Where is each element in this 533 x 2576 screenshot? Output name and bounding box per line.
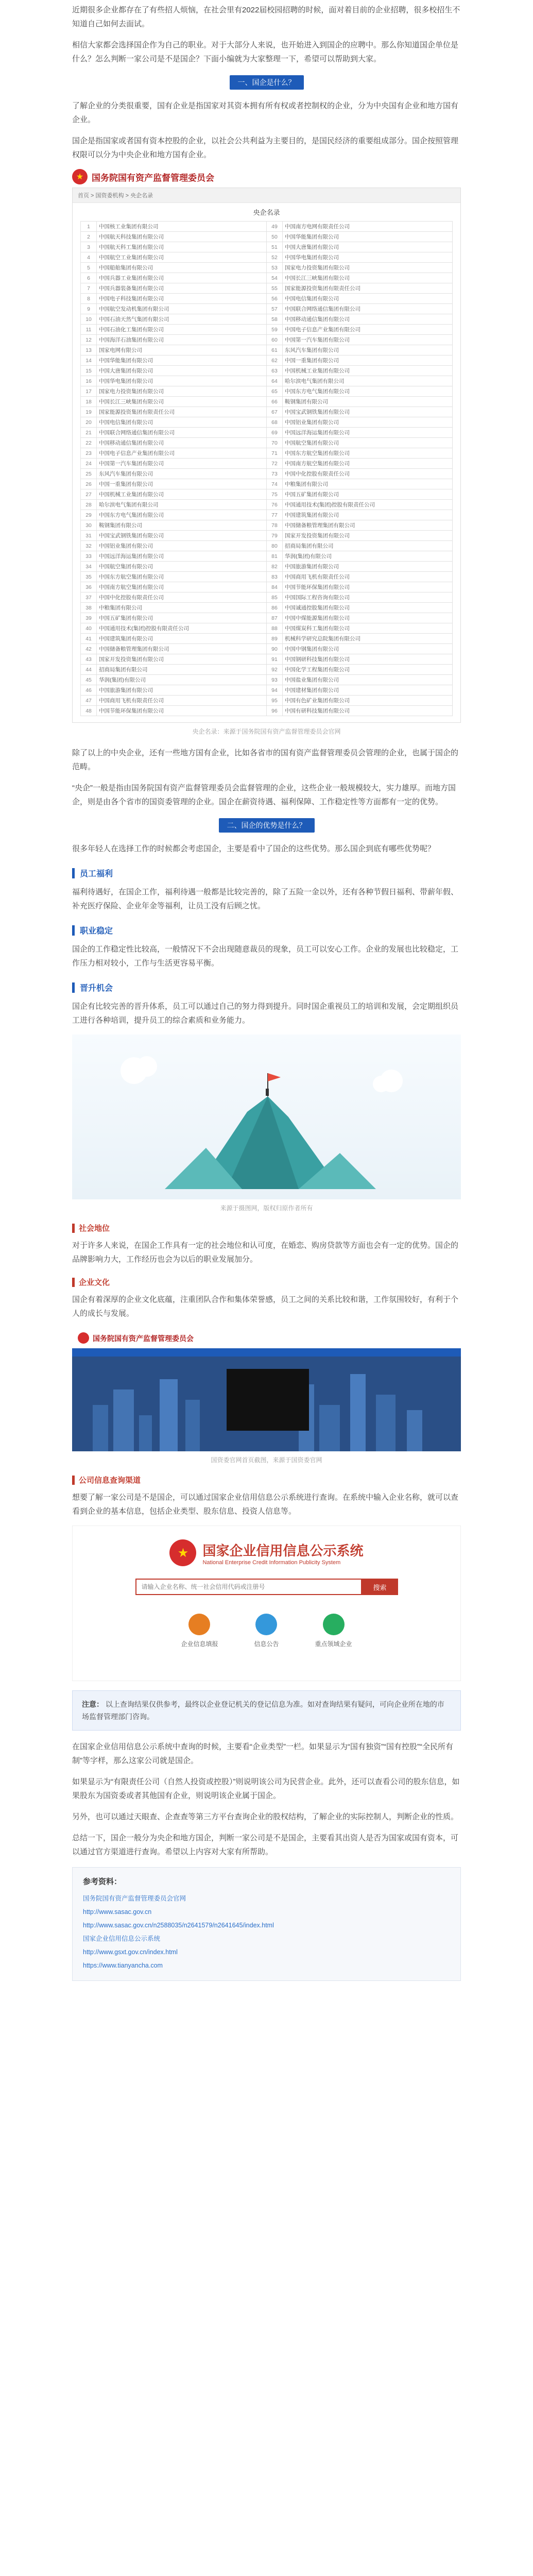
table-row — [81, 500, 453, 510]
quick-entry-key-field[interactable]: 重点领域企业 — [315, 1614, 352, 1648]
table-cell-number: 30 — [81, 520, 97, 531]
table-cell-number: 27 — [81, 489, 97, 500]
sasac-title: 国务院国有资产监督管理委员会 — [93, 1334, 194, 1343]
table-row — [81, 634, 453, 644]
table-cell-name: 中国宝武钢铁集团有限公司 — [97, 531, 267, 541]
breadcrumb: 首页 > 国资委机构 > 央企名录 — [73, 188, 460, 203]
table-cell-number: 51 — [267, 242, 283, 252]
table-cell-number: 3 — [81, 242, 97, 252]
table-cell-name: 中国一重集团有限公司 — [97, 479, 267, 489]
table-cell-name: 国家电力投资集团有限公司 — [97, 386, 267, 397]
table-row — [81, 531, 453, 541]
table-cell-name: 中国铝业集团有限公司 — [283, 417, 453, 428]
table-row — [81, 582, 453, 592]
table-row — [81, 572, 453, 582]
table-cell-number: 26 — [81, 479, 97, 489]
table-cell-number: 90 — [267, 644, 283, 654]
table-cell-number: 47 — [81, 696, 97, 706]
table-cell-name: 中国航空工业集团有限公司 — [97, 252, 267, 263]
table-cell-name: 中国电信集团有限公司 — [283, 294, 453, 304]
red-subheading: 公司信息查询渠道 — [72, 1475, 461, 1485]
table-cell-number: 34 — [81, 562, 97, 572]
table-cell-name: 中国南方航空集团有限公司 — [283, 459, 453, 469]
table-cell-number: 24 — [81, 459, 97, 469]
table-cell-name: 中国远洋海运集团有限公司 — [97, 551, 267, 562]
table-cell-number: 6 — [81, 273, 97, 283]
table-cell-name: 中国航空集团有限公司 — [283, 438, 453, 448]
table-cell-number: 32 — [81, 541, 97, 551]
table-cell-name: 中国船舶集团有限公司 — [97, 263, 267, 273]
table-cell-name: 中国五矿集团有限公司 — [97, 613, 267, 623]
table-cell-number: 89 — [267, 634, 283, 644]
table-cell-name: 机械科学研究总院集团有限公司 — [283, 634, 453, 644]
table-cell-number: 74 — [267, 479, 283, 489]
table-cell-number: 96 — [267, 706, 283, 716]
national-emblem-icon: ★ — [169, 1539, 196, 1566]
table-cell-name: 招商局集团有限公司 — [97, 665, 267, 675]
table-cell-number: 88 — [267, 623, 283, 634]
section-paragraph: 很多年轻人在选择工作的时候都会考虑国企，主要是看中了国企的这些优势。那么国企到底有哪些优势呢？ — [72, 844, 436, 853]
table-row — [81, 252, 453, 263]
table-cell-name: 中国航天科技集团有限公司 — [97, 232, 267, 242]
central-enterprise-list-screenshot — [72, 188, 461, 723]
intro-paragraph: 近期很多企业都存在了有些招人烦恼，在社会里有2022届校园招聘的时候，面对着目前的企业招聘，很多校招生不知道自己如何去面试。 — [72, 6, 460, 28]
table-cell-name: 中国兵器装备集团有限公司 — [97, 283, 267, 294]
table-cell-name: 中国大唐集团有限公司 — [97, 366, 267, 376]
table-cell-name: 中国石油天然气集团有限公司 — [97, 314, 267, 325]
section-tag: 二、国企的优势是什么？ — [219, 818, 315, 833]
table-cell-number: 73 — [267, 469, 283, 479]
table-cell-name: 中国有色矿业集团有限公司 — [283, 696, 453, 706]
table-cell-number: 21 — [81, 428, 97, 438]
table-cell-number: 63 — [267, 366, 283, 376]
table-cell-name: 中粮集团有限公司 — [97, 603, 267, 613]
table-cell-name: 中国中化控股有限责任公司 — [97, 592, 267, 603]
table-cell-number: 22 — [81, 438, 97, 448]
table-cell-name: 中国商用飞机有限责任公司 — [97, 696, 267, 706]
table-cell-name: 中国石油化工集团有限公司 — [97, 325, 267, 335]
table-cell-name: 中国电子信息产业集团有限公司 — [97, 448, 267, 459]
table-cell-name: 中国华电集团有限公司 — [283, 252, 453, 263]
table-cell-name: 中国诚通控股集团有限公司 — [283, 603, 453, 613]
table-cell-name: 中国建筑集团有限公司 — [283, 510, 453, 520]
table-row — [81, 541, 453, 551]
table-cell-number: 49 — [267, 222, 283, 232]
quick-entry-notice[interactable]: 信息公告 — [254, 1614, 279, 1648]
table-cell-number: 39 — [81, 613, 97, 623]
table-cell-name: 中国海洋石油集团有限公司 — [97, 335, 267, 345]
table-cell-number: 4 — [81, 252, 97, 263]
table-cell-number: 13 — [81, 345, 97, 355]
credit-system-title: 国家企业信用信息公示系统 — [202, 1543, 364, 1558]
table-cell-number: 84 — [267, 582, 283, 592]
section-paragraph: 了解企业的分类很重要，国有企业是指国家对其资本拥有所有权或者控制权的企业，分为中央国有企业和地方国有企业。 — [72, 101, 459, 124]
table-cell-name: 中国核工业集团有限公司 — [97, 222, 267, 232]
table-cell-number: 79 — [267, 531, 283, 541]
table-cell-number: 80 — [267, 541, 283, 551]
table-cell-name: 中国钢研科技集团有限公司 — [283, 654, 453, 665]
credit-system-subtitle: National Enterprise Credit Information Publicity System — [202, 1559, 341, 1566]
table-cell-number: 9 — [81, 304, 97, 314]
table-cell-number: 58 — [267, 314, 283, 325]
table-cell-name: 国家开发投资集团有限公司 — [283, 531, 453, 541]
table-row — [81, 479, 453, 489]
table-cell-number: 15 — [81, 366, 97, 376]
table-cell-name: 中国电信集团有限公司 — [97, 417, 267, 428]
table-row — [81, 345, 453, 355]
table-cell-name: 国家电力投资集团有限公司 — [283, 263, 453, 273]
table-cell-number: 14 — [81, 355, 97, 366]
table-cell-number: 7 — [81, 283, 97, 294]
table-cell-name: 中国铝业集团有限公司 — [97, 541, 267, 551]
table-cell-name: 中国有研科技集团有限公司 — [283, 706, 453, 716]
table-cell-number: 44 — [81, 665, 97, 675]
table-cell-number: 85 — [267, 592, 283, 603]
image-caption: 国资委官网首页截图，来源于国资委官网 — [211, 1456, 322, 1464]
table-cell-number: 43 — [81, 654, 97, 665]
table-cell-name: 中国兵器工业集团有限公司 — [97, 273, 267, 283]
reference-link[interactable]: https://www.tianyancha.com — [83, 1962, 163, 1969]
table-row — [81, 428, 453, 438]
table-cell-number: 1 — [81, 222, 97, 232]
table-row — [81, 459, 453, 469]
table-cell-name: 鞍钢集团有限公司 — [283, 397, 453, 407]
table-cell-name: 哈尔滨电气集团有限公司 — [283, 376, 453, 386]
table-cell-number: 18 — [81, 397, 97, 407]
table-row — [81, 654, 453, 665]
table-cell-number: 69 — [267, 428, 283, 438]
table-cell-name: 中国联合网络通信集团有限公司 — [283, 304, 453, 314]
table-cell-number: 46 — [81, 685, 97, 696]
table-row — [81, 706, 453, 716]
table-row — [81, 665, 453, 675]
table-cell-name: 国家电网有限公司 — [97, 345, 267, 355]
table-cell-number: 45 — [81, 675, 97, 685]
table-row — [81, 675, 453, 685]
table-cell-number: 23 — [81, 448, 97, 459]
reference-link[interactable]: http://www.sasac.gov.cn/n2588035/n2641579/n2641645/index.html — [83, 1922, 274, 1929]
sub-paragraph: 想要了解一家公司是不是国企，可以通过国家企业信用信息公示系统进行查询。在系统中输入企业名称，就可以查看到企业的基本信息，包括企业类型、股东信息、投资人信息等。 — [72, 1493, 459, 1516]
table-cell-name: 中国国际工程咨询有限公司 — [283, 592, 453, 603]
table-row — [81, 489, 453, 500]
table-cell-number: 78 — [267, 520, 283, 531]
national-emblem-icon: ★ — [72, 169, 88, 184]
table-cell-number: 28 — [81, 500, 97, 510]
sub-heading: 晋升机会 — [72, 981, 461, 993]
table-row — [81, 551, 453, 562]
table-cell-name: 中国机械工业集团有限公司 — [283, 366, 453, 376]
table-cell-number: 56 — [267, 294, 283, 304]
table-row — [81, 263, 453, 273]
table-cell-number: 86 — [267, 603, 283, 613]
table-row — [81, 696, 453, 706]
red-subheading: 企业文化 — [72, 1277, 461, 1287]
table-cell-name: 中国节能环保集团有限公司 — [283, 582, 453, 592]
table-cell-name: 中国电子信息产业集团有限公司 — [283, 325, 453, 335]
section-paragraph: 除了以上的中央企业，还有一些地方国有企业，比如各省市的国有资产监督管理委员会管理的企业，也属于国企的范畴。 — [72, 749, 459, 771]
table-cell-number: 60 — [267, 335, 283, 345]
table-cell-name: 中国中煤能源集团有限公司 — [283, 613, 453, 623]
table-cell-name: 中国移动通信集团有限公司 — [97, 438, 267, 448]
section-paragraph: 总结一下，国企一般分为央企和地方国企，判断一家公司是不是国企，主要看其出资人是否为国家或国有资本，可以通过官方渠道进行查询。希望以上内容对大家有所帮助。 — [72, 1834, 459, 1856]
table-row — [81, 613, 453, 623]
sasac-homepage-screenshot — [72, 1328, 461, 1451]
image-caption: 央企名录：来源于国务院国有资产监督管理委员会官网 — [192, 728, 341, 735]
gov-title: 国务院国有资产监督管理委员会 — [92, 173, 214, 183]
table-cell-number: 77 — [267, 510, 283, 520]
table-cell-number: 64 — [267, 376, 283, 386]
table-cell-number: 66 — [267, 397, 283, 407]
table-cell-number: 72 — [267, 459, 283, 469]
references-box — [72, 1867, 461, 1981]
table-cell-name: 中国储备粮管理集团有限公司 — [283, 520, 453, 531]
section-paragraph: 如果显示为“有限责任公司（自然人投资或控股）”则说明该公司为民营企业。此外，还可以查看公司的股东信息，如果股东为国资委或者其他国有企业，则说明该企业属于国企。 — [72, 1777, 460, 1800]
table-row — [81, 366, 453, 376]
table-cell-name: 中国化学工程集团有限公司 — [283, 665, 453, 675]
table-cell-name: 国家开发投资集团有限公司 — [97, 654, 267, 665]
table-cell-name: 中国第一汽车集团有限公司 — [97, 459, 267, 469]
table-cell-number: 81 — [267, 551, 283, 562]
table-cell-number: 83 — [267, 572, 283, 582]
table-cell-number: 55 — [267, 283, 283, 294]
table-cell-number: 36 — [81, 582, 97, 592]
table-row — [81, 438, 453, 448]
table-cell-number: 87 — [267, 613, 283, 623]
table-cell-number: 65 — [267, 386, 283, 397]
sub-paragraph: 国企有比较完善的晋升体系，员工可以通过自己的努力得到提升。同时国企重视员工的培训和发展，会定期组织员工进行各种培训，提升员工的综合素质和业务能力。 — [72, 1002, 459, 1025]
table-cell-number: 5 — [81, 263, 97, 273]
table-row — [81, 520, 453, 531]
table-cell-name: 中国商用飞机有限责任公司 — [283, 572, 453, 582]
table-cell-name: 中国建材集团有限公司 — [283, 685, 453, 696]
table-cell-name: 中国煤炭科工集团有限公司 — [283, 623, 453, 634]
table-cell-name: 中国节能环保集团有限公司 — [97, 706, 267, 716]
table-row — [81, 407, 453, 417]
table-cell-number: 11 — [81, 325, 97, 335]
sub-paragraph: 对于许多人来说，在国企工作具有一定的社会地位和认可度，在婚恋、购房贷款等方面也会有一定的优势。国企的品牌影响力大，工作经历也会为以后的职业发展加分。 — [72, 1241, 459, 1264]
table-cell-name: 国家能源投资集团有限责任公司 — [283, 283, 453, 294]
table-cell-number: 57 — [267, 304, 283, 314]
table-cell-number: 38 — [81, 603, 97, 613]
table-row — [81, 386, 453, 397]
list-title: 央企名录 — [253, 209, 280, 216]
table-cell-name: 中国长江三峡集团有限公司 — [283, 273, 453, 283]
table-cell-name: 中国大唐集团有限公司 — [283, 242, 453, 252]
reference-link[interactable]: http://www.gsxt.gov.cn/index.html — [83, 1948, 178, 1956]
reference-item[interactable]: 国家企业信用信息公示系统 — [83, 1935, 161, 1942]
table-cell-name: 中国东方航空集团有限公司 — [97, 572, 267, 582]
table-row — [81, 644, 453, 654]
table-cell-number: 94 — [267, 685, 283, 696]
table-cell-number: 82 — [267, 562, 283, 572]
table-row — [81, 304, 453, 314]
table-row — [81, 397, 453, 407]
table-cell-name: 中国中化控股有限责任公司 — [283, 469, 453, 479]
table-cell-number: 76 — [267, 500, 283, 510]
quick-entry-report[interactable]: 企业信息填报 — [181, 1614, 218, 1648]
table-cell-name: 中国一重集团有限公司 — [283, 355, 453, 366]
table-cell-name: 中国中钢集团有限公司 — [283, 644, 453, 654]
table-cell-name: 华润(集团)有限公司 — [97, 675, 267, 685]
table-cell-number: 16 — [81, 376, 97, 386]
section-paragraph: “央企”一般是指由国务院国有资产监督管理委员会监督管理的企业，这些企业一般规模较大，实力雄厚。而地方国企，则是由各个省市的国资委管理的企业。国企在薪资待遇、福利保障、工作稳定性等方面都有一定的优势。 — [72, 784, 456, 806]
table-cell-number: 53 — [267, 263, 283, 273]
table-cell-name: 中国东方航空集团有限公司 — [283, 448, 453, 459]
table-cell-number: 19 — [81, 407, 97, 417]
sub-paragraph: 国企的工作稳定性比较高，一般情况下不会出现随意裁员的现象，员工可以安心工作。企业的发展也比较稳定，工作压力相对较小，工作与生活更容易平衡。 — [72, 945, 459, 968]
references-title: 参考资料： — [83, 1877, 122, 1886]
table-cell-name: 招商局集团有限公司 — [283, 541, 453, 551]
reference-link[interactable]: http://www.sasac.gov.cn — [83, 1908, 152, 1916]
table-cell-name: 中国通用技术(集团)控股有限责任公司 — [97, 623, 267, 634]
section-paragraph: 另外，也可以通过天眼查、企查查等第三方平台查询企业的股权结构，了解企业的实际控制人，判断企业的性质。 — [72, 1812, 459, 1821]
table-cell-number: 37 — [81, 592, 97, 603]
table-cell-number: 68 — [267, 417, 283, 428]
table-cell-name: 东风汽车集团有限公司 — [97, 469, 267, 479]
table-cell-number: 35 — [81, 572, 97, 582]
table-cell-number: 67 — [267, 407, 283, 417]
table-cell-name: 中国旅游集团有限公司 — [97, 685, 267, 696]
table-cell-number: 33 — [81, 551, 97, 562]
table-cell-number: 20 — [81, 417, 97, 428]
table-cell-number: 62 — [267, 355, 283, 366]
table-row — [81, 469, 453, 479]
table-cell-number: 48 — [81, 706, 97, 716]
table-cell-number: 71 — [267, 448, 283, 459]
table-cell-name: 中国航天科工集团有限公司 — [97, 242, 267, 252]
table-row — [81, 510, 453, 520]
table-cell-name: 中国通用技术(集团)控股有限责任公司 — [283, 500, 453, 510]
table-cell-name: 中国五矿集团有限公司 — [283, 489, 453, 500]
red-subheading: 社会地位 — [72, 1223, 461, 1233]
table-cell-name: 中国南方电网有限责任公司 — [283, 222, 453, 232]
table-row — [81, 325, 453, 335]
table-cell-name: 中国华能集团有限公司 — [97, 355, 267, 366]
sub-paragraph: 福利待遇好，在国企工作，福利待遇一般都是比较完善的，除了五险一金以外，还有各种节假日福利、带薪年假、补充医疗保险、企业年金等福利，让员工没有后顾之忧。 — [72, 888, 459, 910]
table-cell-number: 75 — [267, 489, 283, 500]
table-row — [81, 592, 453, 603]
table-cell-number: 91 — [267, 654, 283, 665]
table-row — [81, 376, 453, 386]
table-cell-name: 国家能源投资集团有限责任公司 — [97, 407, 267, 417]
table-row — [81, 222, 453, 232]
section-paragraph: 国企是指国家或者国有资本控股的企业，以社会公共利益为主要目的，是国民经济的重要组成部分。国企按照管理权限可以分为中央企业和地方国有企业。 — [72, 137, 459, 159]
image-caption: 来源于摄图网，版权归原作者所有 — [220, 1205, 313, 1212]
table-cell-name: 中国航空发动机集团有限公司 — [97, 304, 267, 314]
table-cell-name: 中国盐业集团有限公司 — [283, 675, 453, 685]
table-cell-number: 17 — [81, 386, 97, 397]
table-cell-number: 59 — [267, 325, 283, 335]
table-cell-name: 中国储备粮管理集团有限公司 — [97, 644, 267, 654]
table-row — [81, 273, 453, 283]
sub-paragraph: 国企有着深厚的企业文化底蕴，注重团队合作和集体荣誉感，员工之间的关系比较和谐，工作氛围较好，有利于个人的成长与发展。 — [72, 1295, 459, 1318]
table-cell-name: 中国机械工业集团有限公司 — [97, 489, 267, 500]
table-cell-name: 中国华能集团有限公司 — [283, 232, 453, 242]
table-cell-number: 70 — [267, 438, 283, 448]
section-tag: 一、国企是什么？ — [230, 75, 304, 90]
table-cell-number: 61 — [267, 345, 283, 355]
table-cell-name: 中国宝武钢铁集团有限公司 — [283, 407, 453, 417]
table-row — [81, 417, 453, 428]
notice-lead: 注意： — [82, 1700, 104, 1708]
table-cell-name: 中国东方电气集团有限公司 — [283, 386, 453, 397]
table-row — [81, 242, 453, 252]
section-paragraph: 在国家企业信用信息公示系统中查询的时候，主要看“企业类型”一栏。如果显示为“国有独资”“国有控股”“全民所有制”等字样，那么这家公司就是国企。 — [72, 1742, 453, 1765]
sub-heading: 职业稳定 — [72, 924, 461, 936]
table-row — [81, 562, 453, 572]
table-cell-name: 东风汽车集团有限公司 — [283, 345, 453, 355]
table-row — [81, 685, 453, 696]
enterprise-table — [80, 221, 453, 716]
table-cell-name: 中国移动通信集团有限公司 — [283, 314, 453, 325]
credit-system-screenshot — [72, 1526, 461, 1681]
table-cell-name: 中国航空集团有限公司 — [97, 562, 267, 572]
intro-paragraph: 相信大家都会选择国企作为自己的职业。对于大部分人来说，也开始进入到国企的应聘中。那么你知道国企单位是什么？怎么判断一家公司是不是国企？下面小编就为大家整理一下，希望可以帮助到大家。 — [72, 41, 459, 63]
mountain-illustration — [72, 1035, 461, 1199]
table-row — [81, 335, 453, 345]
table-cell-number: 10 — [81, 314, 97, 325]
table-cell-number: 95 — [267, 696, 283, 706]
table-cell-name: 中粮集团有限公司 — [283, 479, 453, 489]
notice-box — [72, 1690, 461, 1731]
table-cell-name: 中国第一汽车集团有限公司 — [283, 335, 453, 345]
sub-heading: 员工福利 — [72, 867, 461, 879]
table-row — [81, 603, 453, 613]
table-cell-name: 中国联合网络通信集团有限公司 — [97, 428, 267, 438]
table-row — [81, 623, 453, 634]
table-cell-name: 中国长江三峡集团有限公司 — [97, 397, 267, 407]
table-cell-number: 41 — [81, 634, 97, 644]
gov-logo — [72, 169, 461, 184]
table-cell-name: 中国南方航空集团有限公司 — [97, 582, 267, 592]
table-cell-number: 92 — [267, 665, 283, 675]
table-cell-number: 8 — [81, 294, 97, 304]
table-row — [81, 448, 453, 459]
table-cell-number: 52 — [267, 252, 283, 263]
table-cell-number: 42 — [81, 644, 97, 654]
table-cell-number: 93 — [267, 675, 283, 685]
table-row — [81, 294, 453, 304]
table-cell-number: 54 — [267, 273, 283, 283]
table-cell-number: 25 — [81, 469, 97, 479]
table-cell-name: 中国东方电气集团有限公司 — [97, 510, 267, 520]
search-input[interactable] — [135, 1579, 362, 1595]
table-row — [81, 355, 453, 366]
article-column — [72, 3, 461, 1981]
table-cell-number: 50 — [267, 232, 283, 242]
table-cell-number: 2 — [81, 232, 97, 242]
table-cell-name: 中国远洋海运集团有限公司 — [283, 428, 453, 438]
reference-item[interactable]: 国务院国有资产监督管理委员会官网 — [83, 1895, 186, 1902]
table-cell-name: 中国建筑集团有限公司 — [97, 634, 267, 644]
table-cell-number: 31 — [81, 531, 97, 541]
table-cell-name: 中国电子科技集团有限公司 — [97, 294, 267, 304]
table-cell-number: 12 — [81, 335, 97, 345]
table-cell-number: 29 — [81, 510, 97, 520]
table-cell-name: 中国华电集团有限公司 — [97, 376, 267, 386]
table-cell-name: 鞍钢集团有限公司 — [97, 520, 267, 531]
table-cell-number: 40 — [81, 623, 97, 634]
notice-text: 以上查询结果仅供参考，最终以企业登记机关的登记信息为准。如对查询结果有疑问，可向企业所在地的市场监督管理部门咨询。 — [82, 1700, 444, 1721]
table-row — [81, 314, 453, 325]
table-row — [81, 283, 453, 294]
search-button[interactable]: 搜索 — [362, 1579, 398, 1595]
table-cell-name: 华润(集团)有限公司 — [283, 551, 453, 562]
table-row — [81, 232, 453, 242]
table-cell-name: 哈尔滨电气集团有限公司 — [97, 500, 267, 510]
table-cell-name: 中国旅游集团有限公司 — [283, 562, 453, 572]
